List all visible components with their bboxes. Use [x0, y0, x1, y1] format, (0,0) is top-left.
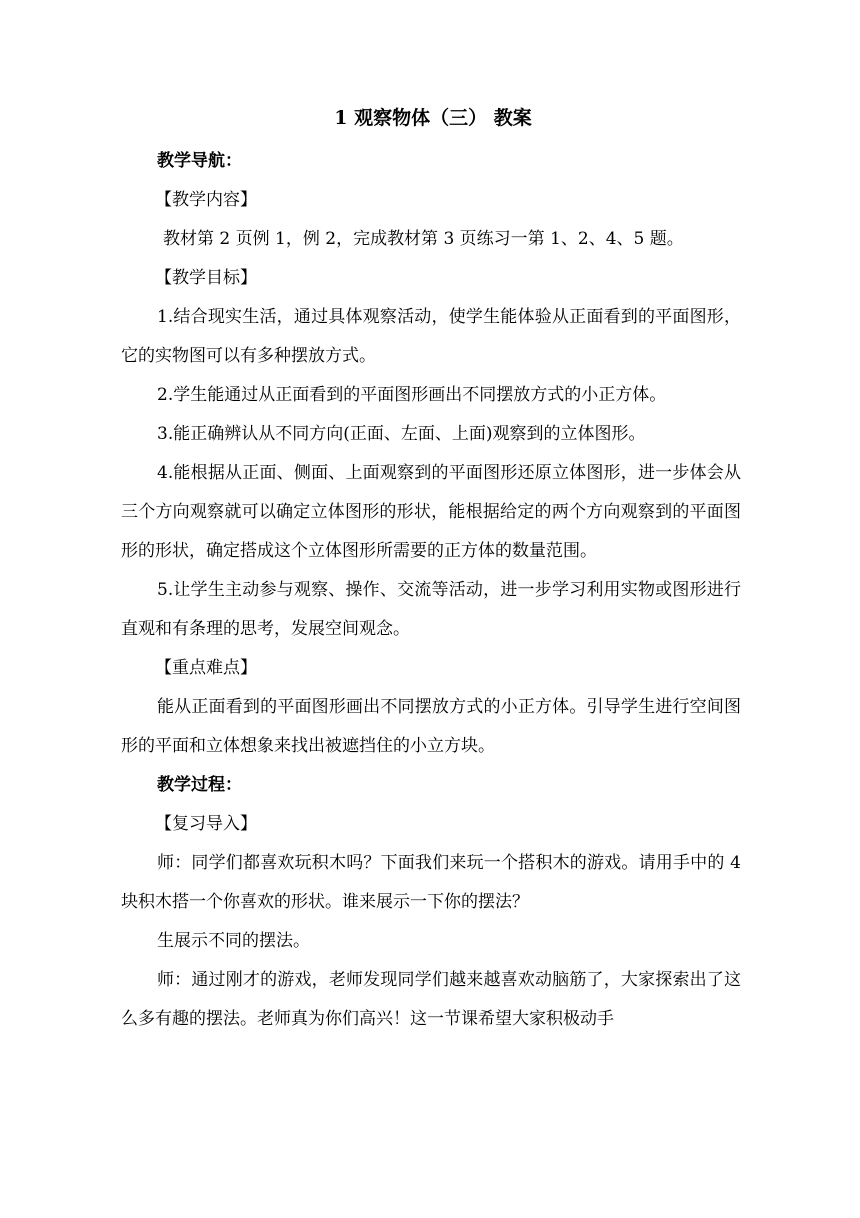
goals-heading: 【教学目标】 [155, 268, 257, 288]
review-heading: 【复习导入】 [155, 814, 257, 834]
key-points-text: 能从正面看到的平面图形画出不同摆放方式的小正方体。引导学生进行空间图形的平面和立体想象来找出被遮挡住的小立方块。 [121, 697, 741, 756]
goal-3: 3.能正确辨认从不同方向(正面、左面、上面)观察到的立体图形。 [157, 424, 646, 444]
teaching-nav-heading: 教学导航： [157, 151, 242, 171]
goal-4: 4.能根据从正面、侧面、上面观察到的平面图形还原立体图形，进一步体会从三个方向观察就可以确定立体图形的形状，能根据给定的两个方向观察到的平面图形的形状，确定搭成这个立体图形所需要的正方体的数量范围。 [121, 463, 741, 561]
teaching-process-heading: 教学过程： [157, 775, 242, 795]
review-paragraph-2: 生展示不同的摆法。 [157, 931, 310, 951]
key-points-heading: 【重点难点】 [155, 658, 257, 678]
content-heading: 【教学内容】 [155, 190, 257, 210]
review-paragraph-3: 师：通过刚才的游戏，老师发现同学们越来越喜欢动脑筋了，大家探索出了这么多有趣的摆法。老师真为你们高兴！这一节课希望大家积极动手 [121, 970, 741, 1029]
document-title: 1 观察物体（三） 教案 [334, 107, 532, 129]
goal-5: 5.让学生主动参与观察、操作、交流等活动，进一步学习利用实物或图形进行直观和有条理的思考，发展空间观念。 [121, 580, 741, 639]
document-body [121, 100, 741, 1039]
goal-1: 1.结合现实生活，通过具体观察活动，使学生能体验从正面看到的平面图形，它的实物图可以有多种摆放方式。 [121, 307, 741, 366]
goal-2: 2.学生能通过从正面看到的平面图形画出不同摆放方式的小正方体。 [157, 385, 667, 405]
review-paragraph-1: 师：同学们都喜欢玩积木吗？下面我们来玩一个搭积木的游戏。请用手中的 4 块积木搭一个你喜欢的形状。谁来展示一下你的摆法？ [121, 853, 741, 912]
content-text: 教材第 2 页例 1，例 2，完成教材第 3 页练习一第 1、2、4、5 题。 [163, 229, 684, 249]
